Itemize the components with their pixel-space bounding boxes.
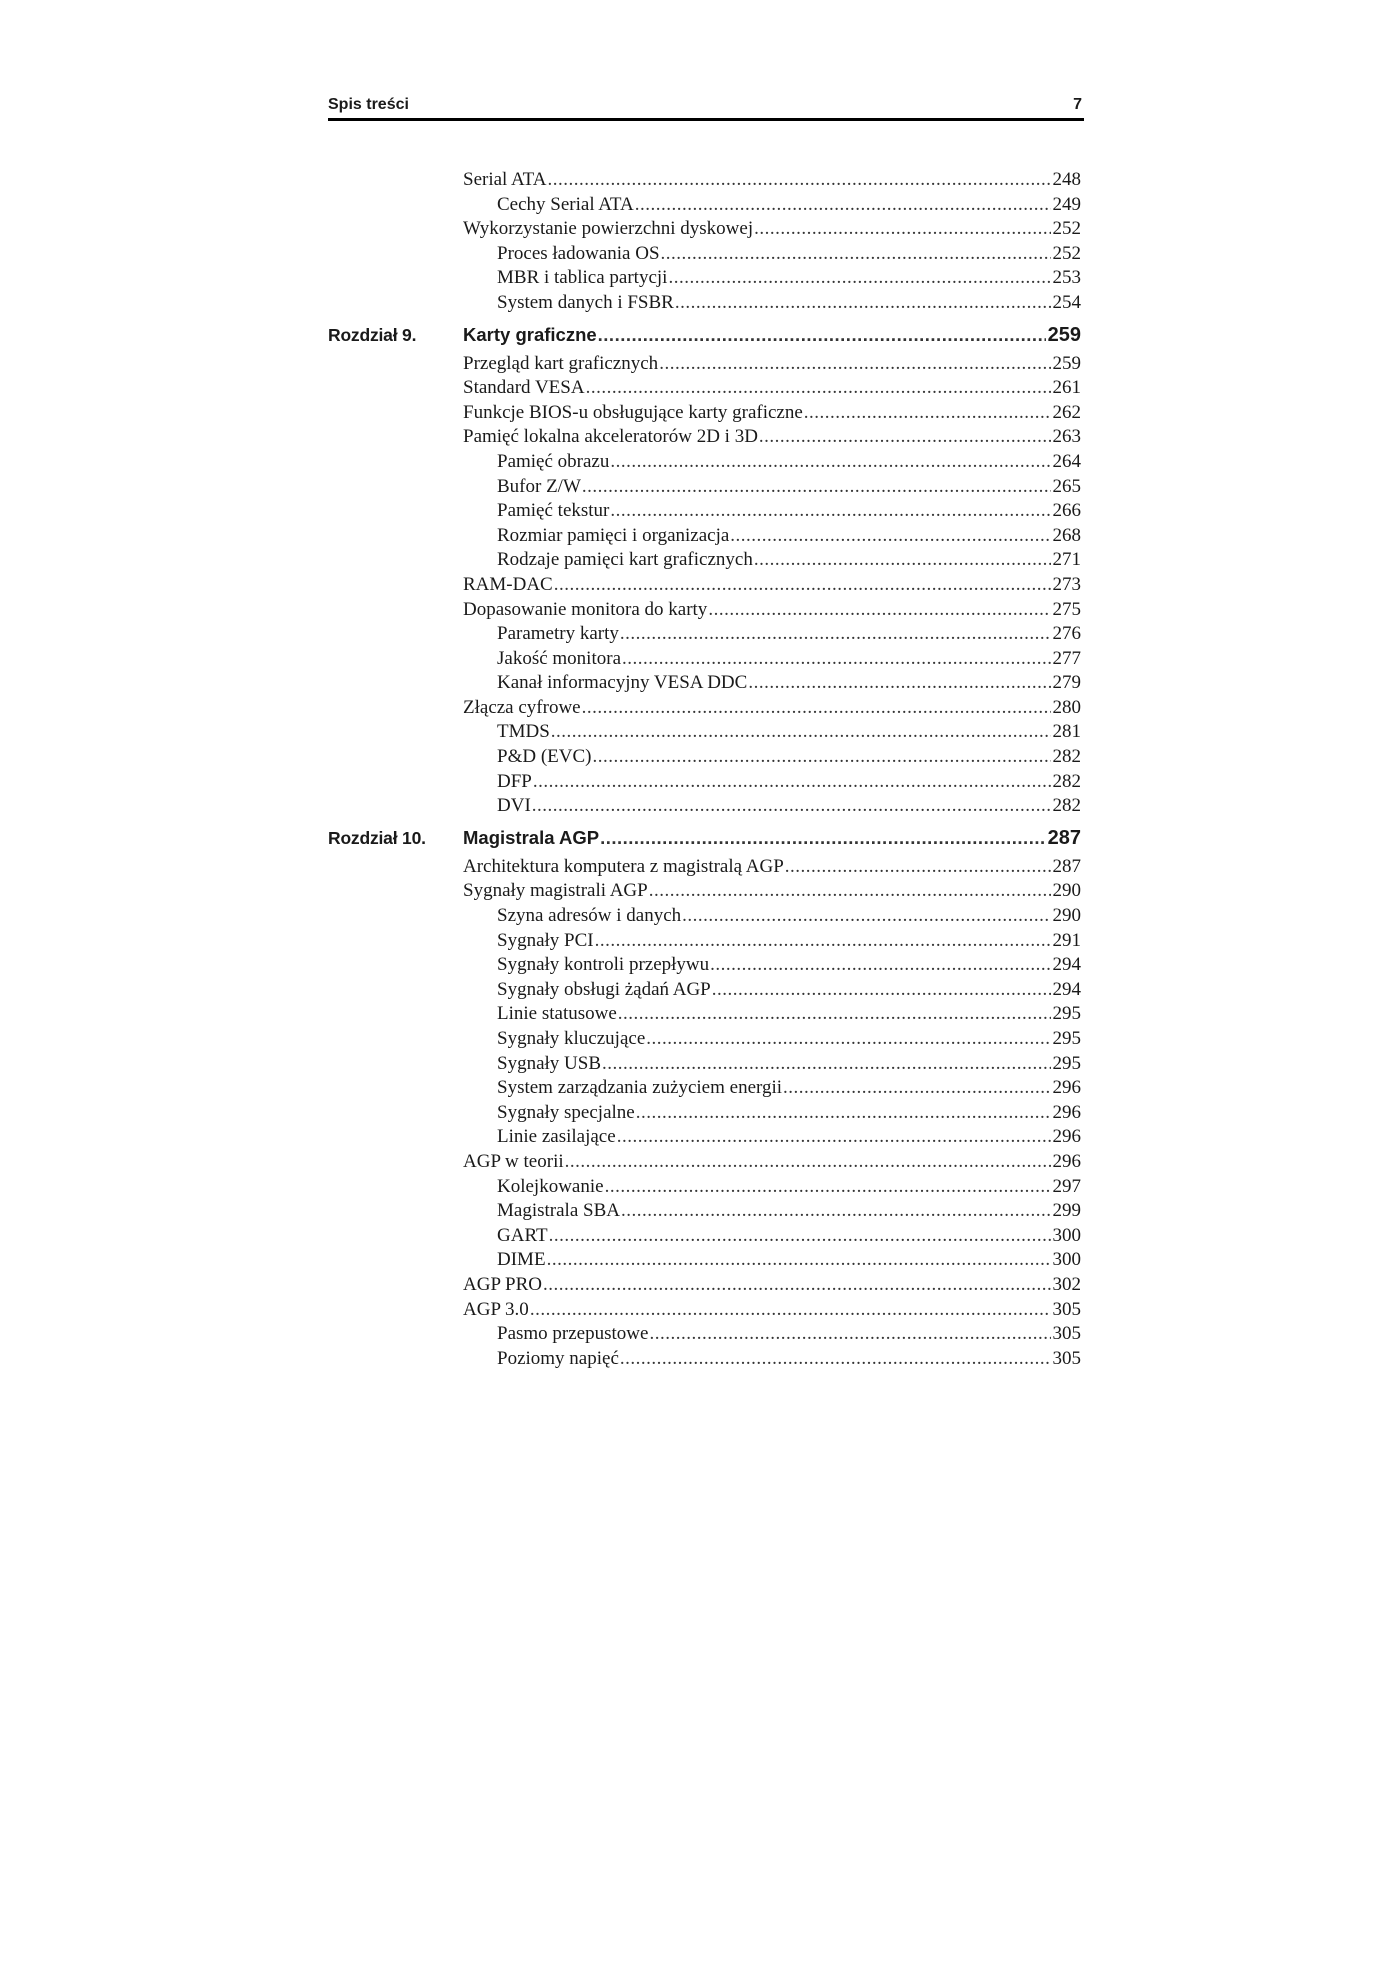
- toc-entry-title: Cechy Serial ATA: [497, 193, 634, 215]
- toc-page-number: 300: [1052, 1249, 1081, 1271]
- toc-entry-row: [328, 978, 1081, 1003]
- toc-page-number: 254: [1052, 291, 1081, 313]
- toc-entry: [463, 904, 1081, 929]
- toc-entry: [463, 352, 1081, 377]
- toc-page-number: 296: [1052, 1077, 1081, 1099]
- dot-leader: [730, 524, 1050, 549]
- toc-entry-row: [328, 524, 1081, 549]
- toc-entry-title: Sygnały PCI: [497, 929, 594, 951]
- toc-entry: [463, 1175, 1081, 1200]
- toc-page-number: 305: [1052, 1323, 1081, 1345]
- toc-entry: [463, 1224, 1081, 1249]
- toc-entry-title: AGP 3.0: [463, 1298, 529, 1320]
- toc-entry: [463, 1273, 1081, 1298]
- dot-leader: [675, 291, 1051, 316]
- toc-entry: [463, 855, 1081, 880]
- dot-leader: [635, 193, 1051, 218]
- toc-entry: [463, 193, 1081, 218]
- toc-entry-row: [328, 1150, 1081, 1175]
- dot-leader: [610, 450, 1050, 475]
- toc-page-number: 264: [1052, 450, 1081, 472]
- toc-entry-row: [328, 401, 1081, 426]
- toc-entry-row: [328, 1248, 1081, 1273]
- toc-entry-title: Magistrala AGP: [463, 826, 600, 848]
- toc-entry-title: DIME: [497, 1249, 546, 1271]
- toc-page-number: 280: [1052, 696, 1081, 718]
- toc-page-number: 253: [1052, 267, 1081, 289]
- toc-entry-title: Magistrala SBA: [497, 1200, 620, 1222]
- dot-leader: [754, 217, 1050, 242]
- toc-page-number: 287: [1047, 826, 1081, 849]
- toc-entry-title: GART: [497, 1224, 548, 1246]
- toc-entry: [463, 217, 1081, 242]
- toc-entry-row: [328, 1125, 1081, 1150]
- toc-entry-title: Sygnały magistrali AGP: [463, 880, 648, 902]
- dot-leader: [617, 1125, 1051, 1150]
- toc-entry: [463, 821, 1081, 855]
- toc-entry-row: [328, 573, 1081, 598]
- dot-leader: [783, 1076, 1050, 1101]
- dot-leader: [618, 1002, 1051, 1027]
- toc-page-number: 261: [1052, 377, 1081, 399]
- toc-page-number: 296: [1052, 1101, 1081, 1123]
- toc-entry-row: [328, 1052, 1081, 1077]
- toc-entry: [463, 1125, 1081, 1150]
- toc-page-number: 291: [1052, 929, 1081, 951]
- toc-entry: [463, 1052, 1081, 1077]
- dot-leader: [595, 929, 1051, 954]
- toc-entry-row: [328, 242, 1081, 267]
- toc-entry-title: Sygnały kluczujące: [497, 1028, 646, 1049]
- toc-entry-row: [328, 1298, 1081, 1323]
- toc-entry: [463, 953, 1081, 978]
- toc-entry-title: Pasmo przepustowe: [497, 1323, 649, 1345]
- toc-entry-title: Rozmiar pamięci i organizacja: [497, 524, 730, 546]
- toc-chapter-row: [328, 819, 1081, 855]
- toc-entry-row: [328, 1002, 1081, 1027]
- toc-page-number: 252: [1052, 242, 1081, 264]
- toc-page-number: 249: [1052, 193, 1081, 215]
- toc-entry-row: [328, 168, 1081, 193]
- toc-entry-row: [328, 1224, 1081, 1249]
- toc-entry-title: Sygnały kontroli przepływu: [497, 954, 710, 976]
- toc-entry-title: Pamięć lokalna akceleratorów 2D i 3D: [463, 426, 758, 448]
- dot-leader: [668, 266, 1050, 291]
- toc-entry-title: P&D (EVC): [497, 746, 592, 768]
- toc-entry: [463, 1322, 1081, 1347]
- toc-entry-title: Architektura komputera z magistralą AGP: [463, 855, 784, 877]
- toc-page-number: 271: [1052, 549, 1081, 571]
- toc-entry: [463, 291, 1081, 316]
- toc-entry: [463, 598, 1081, 623]
- toc-entry-title: Przegląd kart graficznych: [463, 352, 659, 374]
- toc-entry: [463, 168, 1081, 193]
- toc-page-number: 282: [1052, 746, 1081, 768]
- toc-entry-title: Funkcje BIOS-u obsługujące karty graficzne: [463, 401, 803, 423]
- toc-page-number: 295: [1052, 1028, 1081, 1049]
- dot-leader: [582, 475, 1051, 500]
- toc-entry-title: Kolejkowanie: [497, 1175, 604, 1197]
- toc-entry-title: System zarządzania zużyciem energii: [497, 1077, 783, 1099]
- running-title: Spis treści: [328, 96, 409, 113]
- toc-chapter-row: [328, 316, 1081, 352]
- dot-leader: [598, 318, 1046, 352]
- chapter-number: Rozdział 10.: [328, 827, 426, 848]
- toc-entry-title: Sygnały obsługi żądań AGP: [497, 978, 711, 1000]
- toc-entry: [463, 745, 1081, 770]
- toc-entry-row: [328, 720, 1081, 745]
- toc-entry-row: [328, 598, 1081, 623]
- dot-leader: [530, 1298, 1051, 1323]
- toc-page-number: 287: [1052, 855, 1081, 877]
- toc-entry-title: AGP w teorii: [463, 1150, 564, 1172]
- dot-leader: [547, 1248, 1051, 1273]
- toc-entry-title: DFP: [497, 770, 532, 792]
- toc-entry-row: [328, 770, 1081, 795]
- toc-entry: [463, 425, 1081, 450]
- toc-page-number: 294: [1052, 978, 1081, 1000]
- toc-entry-title: Linie statusowe: [497, 1003, 617, 1025]
- toc-entry: [463, 1298, 1081, 1323]
- toc-page-number: 305: [1052, 1347, 1081, 1369]
- toc-entry-row: [328, 1273, 1081, 1298]
- toc-entry-title: Kanał informacyjny VESA DDC: [497, 672, 748, 694]
- dot-leader: [551, 720, 1051, 745]
- dot-leader: [636, 1101, 1051, 1126]
- dot-leader: [621, 1199, 1051, 1224]
- toc-entry: [463, 1027, 1081, 1052]
- toc-entry-title: Standard VESA: [463, 377, 585, 399]
- toc-entry-row: [328, 622, 1081, 647]
- toc-entry: [463, 573, 1081, 598]
- dot-leader: [600, 821, 1046, 855]
- dot-leader: [712, 978, 1051, 1003]
- page-header: [328, 94, 1084, 121]
- dot-leader: [543, 1273, 1050, 1298]
- toc-entry-row: [328, 291, 1081, 316]
- toc-page-number: 277: [1052, 647, 1081, 669]
- toc-entry-row: [328, 352, 1081, 377]
- dot-leader: [547, 168, 1050, 193]
- toc-entry-row: [328, 879, 1081, 904]
- toc-page-number: 290: [1052, 905, 1081, 927]
- toc-entry: [463, 770, 1081, 795]
- toc-entry-title: Serial ATA: [463, 169, 547, 190]
- dot-leader: [610, 499, 1050, 524]
- dot-leader: [549, 1224, 1051, 1249]
- toc-entry-title: Sygnały specjalne: [497, 1101, 635, 1123]
- toc-entry-row: [328, 1076, 1081, 1101]
- toc-entry: [463, 548, 1081, 573]
- toc-entry: [463, 622, 1081, 647]
- toc-entry-title: Jakość monitora: [497, 647, 622, 669]
- toc-entry-row: [328, 929, 1081, 954]
- dot-leader: [682, 904, 1050, 929]
- toc-entry: [463, 978, 1081, 1003]
- toc-entry: [463, 1248, 1081, 1273]
- dot-leader: [708, 598, 1050, 623]
- toc-entry: [463, 696, 1081, 721]
- toc-entry-row: [328, 1199, 1081, 1224]
- toc-page-number: 282: [1052, 795, 1081, 817]
- toc-entry-row: [328, 1175, 1081, 1200]
- page-number: 7: [1073, 96, 1082, 113]
- toc-entry: [463, 1347, 1081, 1372]
- toc-entry-title: MBR i tablica partycji: [497, 267, 668, 289]
- toc-entry-row: [328, 1101, 1081, 1126]
- toc-page-number: 294: [1052, 954, 1081, 976]
- toc-entry: [463, 475, 1081, 500]
- toc-page-number: 276: [1052, 623, 1081, 645]
- toc-entry: [463, 376, 1081, 401]
- toc-entry-title: Szyna adresów i danych: [497, 905, 682, 927]
- toc-entry-row: [328, 1322, 1081, 1347]
- toc-entry-title: Linie zasilające: [497, 1126, 616, 1148]
- toc-page-number: 252: [1052, 218, 1081, 240]
- toc-page-number: 279: [1052, 672, 1081, 694]
- toc-entry: [463, 318, 1081, 352]
- toc-entry-title: Rodzaje pamięci kart graficznych: [497, 549, 753, 571]
- dot-leader: [646, 1027, 1050, 1052]
- toc-entry: [463, 242, 1081, 267]
- toc-entry-row: [328, 794, 1081, 819]
- toc-entry-title: Wykorzystanie powierzchni dyskowej: [463, 218, 754, 240]
- dot-leader: [785, 855, 1051, 880]
- toc-entry-title: RAM-DAC: [463, 573, 553, 595]
- toc-entry-title: Sygnały USB: [497, 1052, 601, 1074]
- toc-page-number: 248: [1052, 169, 1081, 190]
- toc-entry-title: Pamięć tekstur: [497, 500, 610, 522]
- toc-page-number: 295: [1052, 1003, 1081, 1025]
- toc-entry-title: Karty graficzne: [463, 323, 597, 345]
- toc-entry: [463, 450, 1081, 475]
- toc-entry-row: [328, 217, 1081, 242]
- toc-entry-title: System danych i FSBR: [497, 291, 674, 313]
- toc-entry-title: Złącza cyfrowe: [463, 696, 581, 718]
- toc-page-number: 273: [1052, 573, 1081, 595]
- dot-leader: [754, 548, 1051, 573]
- chapter-number: Rozdział 9.: [328, 324, 417, 345]
- toc-entry-row: [328, 647, 1081, 672]
- toc-page-number: 262: [1052, 401, 1081, 423]
- toc-entry: [463, 499, 1081, 524]
- toc-entry-row: [328, 450, 1081, 475]
- toc-page-number: 290: [1052, 880, 1081, 902]
- toc-entry-title: Pamięć obrazu: [497, 450, 610, 472]
- toc-entry-title: Dopasowanie monitora do karty: [463, 598, 708, 620]
- dot-leader: [659, 352, 1050, 377]
- dot-leader: [620, 622, 1051, 647]
- dot-leader: [649, 879, 1051, 904]
- toc-entry-row: [328, 499, 1081, 524]
- dot-leader: [804, 401, 1051, 426]
- toc-entry-row: [328, 1347, 1081, 1372]
- toc-page-number: 265: [1052, 475, 1081, 497]
- toc-entry-title: Bufor Z/W: [497, 475, 581, 497]
- toc-page-number: 296: [1052, 1150, 1081, 1172]
- dot-leader: [586, 376, 1051, 401]
- toc-page-number: 259: [1047, 323, 1081, 346]
- toc-page-number: 263: [1052, 426, 1081, 448]
- dot-leader: [710, 953, 1050, 978]
- toc-entry-row: [328, 475, 1081, 500]
- toc-entry-row: [328, 376, 1081, 401]
- dot-leader: [532, 794, 1051, 819]
- toc-entry-row: [328, 671, 1081, 696]
- toc-entry-row: [328, 193, 1081, 218]
- toc-page-number: 297: [1052, 1175, 1081, 1197]
- dot-leader: [592, 745, 1050, 770]
- toc-page-number: 282: [1052, 770, 1081, 792]
- toc-page-number: 266: [1052, 500, 1081, 522]
- dot-leader: [661, 242, 1051, 267]
- toc-entry-row: [328, 855, 1081, 880]
- toc-entry-row: [328, 425, 1081, 450]
- toc-page-number: 296: [1052, 1126, 1081, 1148]
- toc-entry: [463, 1150, 1081, 1175]
- toc-entry: [463, 720, 1081, 745]
- toc-entry-title: Poziomy napięć: [497, 1347, 619, 1369]
- toc-entry: [463, 671, 1081, 696]
- toc-entry: [463, 524, 1081, 549]
- dot-leader: [759, 425, 1051, 450]
- toc-page-number: 302: [1052, 1273, 1081, 1295]
- toc-page-number: 268: [1052, 524, 1081, 546]
- dot-leader: [533, 770, 1051, 795]
- dot-leader: [748, 671, 1050, 696]
- toc-entry-row: [328, 953, 1081, 978]
- toc-entry: [463, 401, 1081, 426]
- toc-page-number: 275: [1052, 598, 1081, 620]
- dot-leader: [582, 696, 1051, 721]
- toc-entry-row: [328, 904, 1081, 929]
- toc-page-number: 305: [1052, 1298, 1081, 1320]
- toc-entry: [463, 647, 1081, 672]
- toc-entry-row: [328, 696, 1081, 721]
- toc-page-number: 259: [1052, 352, 1081, 374]
- toc-entry: [463, 929, 1081, 954]
- toc-entry-row: [328, 1027, 1081, 1052]
- toc-entry-row: [328, 745, 1081, 770]
- toc-entry-row: [328, 548, 1081, 573]
- toc-page-number: 300: [1052, 1224, 1081, 1246]
- dot-leader: [554, 573, 1051, 598]
- toc-page-number: 299: [1052, 1200, 1081, 1222]
- table-of-contents: [328, 168, 1081, 1371]
- toc-entry-title: Parametry karty: [497, 623, 619, 645]
- toc-entry-title: TMDS: [497, 721, 550, 743]
- toc-entry-row: [328, 266, 1081, 291]
- toc-entry-title: Proces ładowania OS: [497, 242, 660, 264]
- dot-leader: [620, 1347, 1051, 1372]
- dot-leader: [605, 1175, 1051, 1200]
- toc-entry-title: AGP PRO: [463, 1273, 543, 1295]
- dot-leader: [649, 1322, 1050, 1347]
- dot-leader: [622, 647, 1050, 672]
- toc-entry-title: DVI: [497, 795, 531, 817]
- toc-page-number: 281: [1052, 721, 1081, 743]
- toc-entry: [463, 1101, 1081, 1126]
- dot-leader: [602, 1052, 1051, 1077]
- toc-entry: [463, 879, 1081, 904]
- toc-entry: [463, 1002, 1081, 1027]
- toc-entry: [463, 794, 1081, 819]
- toc-entry: [463, 1199, 1081, 1224]
- toc-entry: [463, 266, 1081, 291]
- toc-page-number: 295: [1052, 1052, 1081, 1074]
- dot-leader: [565, 1150, 1051, 1175]
- toc-entry: [463, 1076, 1081, 1101]
